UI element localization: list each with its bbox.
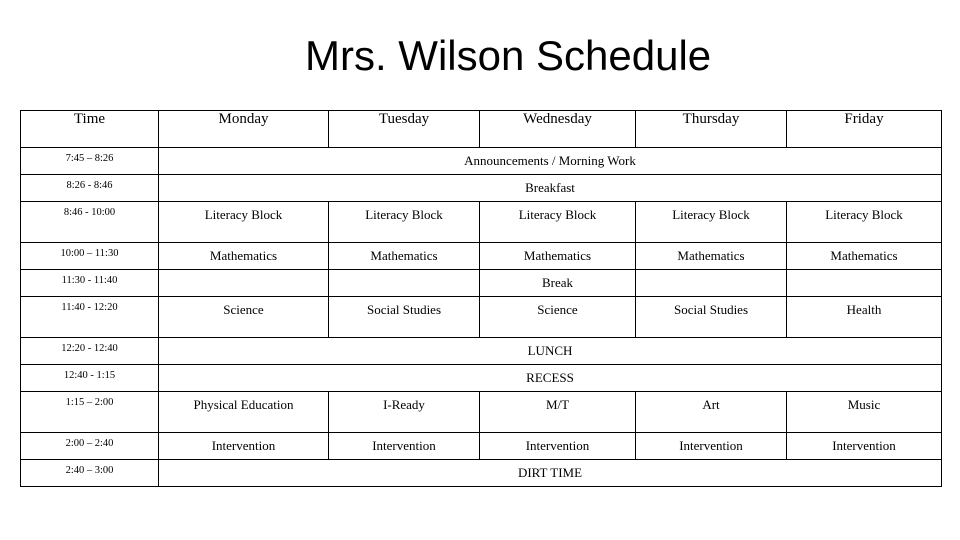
class-cell: Literacy Block xyxy=(787,202,942,243)
table-row xyxy=(21,460,942,487)
table-row xyxy=(21,270,942,297)
class-cell xyxy=(329,270,480,297)
class-cell: Literacy Block xyxy=(480,202,636,243)
class-cell: Mathematics xyxy=(159,243,329,270)
class-cell: Intervention xyxy=(480,433,636,460)
header-monday: Monday xyxy=(159,111,329,148)
time-cell: 1:15 – 2:00 xyxy=(21,392,159,433)
table-row xyxy=(21,365,942,392)
class-cell: Music xyxy=(787,392,942,433)
header-thursday: Thursday xyxy=(636,111,787,148)
table-row xyxy=(21,433,942,460)
table-row xyxy=(21,243,942,270)
header-wednesday: Wednesday xyxy=(480,111,636,148)
merged-cell: LUNCH xyxy=(159,338,942,365)
table-row xyxy=(21,392,942,433)
class-cell: I-Ready xyxy=(329,392,480,433)
class-cell: Intervention xyxy=(636,433,787,460)
table-row xyxy=(21,297,942,338)
time-cell: 8:26 - 8:46 xyxy=(21,175,159,202)
time-cell: 8:46 - 10:00 xyxy=(21,202,159,243)
class-cell: Break xyxy=(480,270,636,297)
header-time: Time xyxy=(21,111,159,148)
class-cell: Literacy Block xyxy=(636,202,787,243)
header-friday: Friday xyxy=(787,111,942,148)
class-cell: Social Studies xyxy=(636,297,787,338)
class-cell: Physical Education xyxy=(159,392,329,433)
class-cell: Intervention xyxy=(329,433,480,460)
class-cell: Mathematics xyxy=(636,243,787,270)
class-cell xyxy=(636,270,787,297)
schedule-table xyxy=(20,110,942,487)
class-cell: Intervention xyxy=(787,433,942,460)
class-cell: Mathematics xyxy=(329,243,480,270)
class-cell: Literacy Block xyxy=(159,202,329,243)
table-row xyxy=(21,175,942,202)
merged-cell: Breakfast xyxy=(159,175,942,202)
class-cell: Art xyxy=(636,392,787,433)
class-cell: Health xyxy=(787,297,942,338)
class-cell: Science xyxy=(480,297,636,338)
header-tuesday: Tuesday xyxy=(329,111,480,148)
class-cell: Mathematics xyxy=(480,243,636,270)
class-cell: Literacy Block xyxy=(329,202,480,243)
class-cell xyxy=(159,270,329,297)
time-cell: 12:40 - 1:15 xyxy=(21,365,159,392)
time-cell: 11:40 - 12:20 xyxy=(21,297,159,338)
time-cell: 2:00 – 2:40 xyxy=(21,433,159,460)
header-row xyxy=(21,111,942,148)
class-cell: Mathematics xyxy=(787,243,942,270)
merged-cell: RECESS xyxy=(159,365,942,392)
time-cell: 11:30 - 11:40 xyxy=(21,270,159,297)
time-cell: 12:20 - 12:40 xyxy=(21,338,159,365)
table-row xyxy=(21,202,942,243)
table-row xyxy=(21,148,942,175)
class-cell: Intervention xyxy=(159,433,329,460)
merged-cell: Announcements / Morning Work xyxy=(159,148,942,175)
class-cell: Social Studies xyxy=(329,297,480,338)
time-cell: 10:00 – 11:30 xyxy=(21,243,159,270)
class-cell: Science xyxy=(159,297,329,338)
time-cell: 7:45 – 8:26 xyxy=(21,148,159,175)
time-cell: 2:40 – 3:00 xyxy=(21,460,159,487)
page-title: Mrs. Wilson Schedule xyxy=(305,32,712,79)
class-cell: M/T xyxy=(480,392,636,433)
class-cell xyxy=(787,270,942,297)
table-row xyxy=(21,338,942,365)
merged-cell: DIRT TIME xyxy=(159,460,942,487)
